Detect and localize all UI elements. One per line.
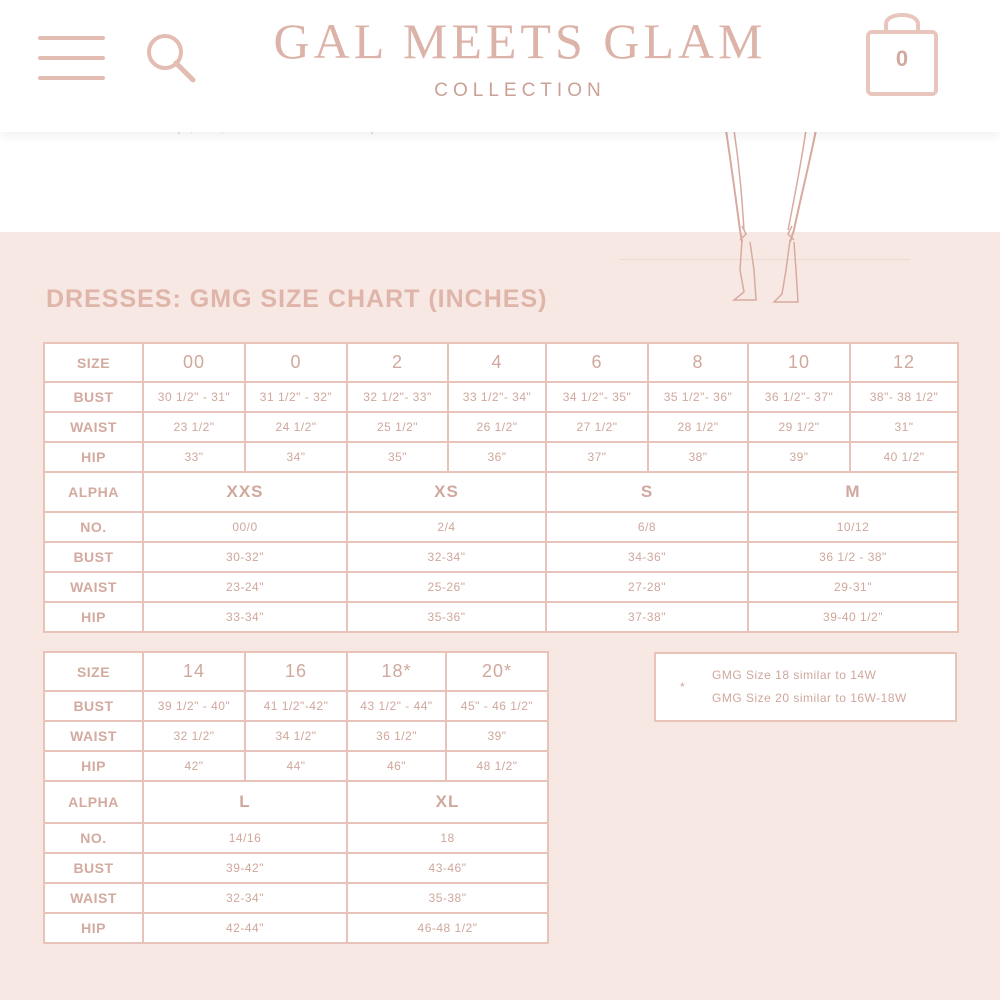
measurement-cell: 33 1/2"- 34"	[448, 382, 546, 412]
table-row	[44, 691, 548, 721]
measurement-cell: 34 1/2"	[245, 721, 347, 751]
brand-logo-subtitle: COLLECTION	[434, 80, 606, 101]
measurement-cell: 38"- 38 1/2"	[850, 382, 958, 412]
menu-bar	[38, 36, 105, 40]
size-note-line: GMG Size 18 similar to 14W	[712, 668, 877, 682]
row-label: BUST	[44, 853, 143, 883]
measurement-cell: 31"	[850, 412, 958, 442]
size-header-cell: 12	[850, 343, 958, 382]
alpha-header-row	[44, 781, 548, 823]
alpha-size-header-cell: XS	[347, 472, 546, 512]
measurement-cell: 30-32"	[143, 542, 347, 572]
measurement-cell: 40 1/2"	[850, 442, 958, 472]
size-header-cell: 8	[648, 343, 748, 382]
measurement-cell: 32 1/2"- 33"	[347, 382, 448, 412]
size-header-cell: 00	[143, 343, 245, 382]
size-chart-title: DRESSES: GMG SIZE CHART (INCHES)	[46, 285, 548, 313]
size-header-cell: 6	[546, 343, 648, 382]
measurement-cell: 2/4	[347, 512, 546, 542]
measurement-cell: 37"	[546, 442, 648, 472]
measurement-cell: 39 1/2" - 40"	[143, 691, 245, 721]
table-row	[44, 442, 958, 472]
measurement-cell: 46-48 1/2"	[347, 913, 548, 943]
menu-icon[interactable]	[38, 36, 105, 82]
row-label: NO.	[44, 512, 143, 542]
row-label: WAIST	[44, 412, 143, 442]
measurement-cell: 35-38"	[347, 883, 548, 913]
row-label: NO.	[44, 823, 143, 853]
size-header-cell: 2	[347, 343, 448, 382]
measurement-cell: 41 1/2"-42"	[245, 691, 347, 721]
alpha-size-header-cell: XXS	[143, 472, 347, 512]
measurement-cell: 27-28"	[546, 572, 748, 602]
measurement-cell: 26 1/2"	[448, 412, 546, 442]
measurement-cell: 39-42"	[143, 853, 347, 883]
table-row	[44, 572, 958, 602]
measurement-cell: 36 1/2 - 38"	[748, 542, 958, 572]
measurement-cell: 38"	[648, 442, 748, 472]
measurement-cell: 45" - 46 1/2"	[446, 691, 548, 721]
measurement-cell: 32-34"	[143, 883, 347, 913]
measurement-cell: 23-24"	[143, 572, 347, 602]
measurement-cell: 29-31"	[748, 572, 958, 602]
cart-count-badge: 0	[895, 46, 909, 71]
table-row	[44, 853, 548, 883]
table-row	[44, 602, 958, 632]
row-label: SIZE	[44, 343, 143, 382]
measurement-cell: 39"	[748, 442, 850, 472]
table-row	[44, 883, 548, 913]
table-row	[44, 512, 958, 542]
measurement-cell: 32 1/2"	[143, 721, 245, 751]
table-row	[44, 542, 958, 572]
table-row	[44, 913, 548, 943]
size-header-cell: 20*	[446, 652, 548, 691]
table-row	[44, 382, 958, 412]
size-note-box	[654, 652, 957, 722]
alpha-header-row	[44, 472, 958, 512]
row-label: HIP	[44, 442, 143, 472]
measurement-cell: 30 1/2" - 31"	[143, 382, 245, 412]
measurement-cell: 6/8	[546, 512, 748, 542]
measurement-cell: 46"	[347, 751, 446, 781]
size-header-row	[44, 652, 548, 691]
measurement-cell: 24 1/2"	[245, 412, 347, 442]
menu-bar	[38, 56, 105, 60]
size-note-line: GMG Size 20 similar to 16W-18W	[712, 691, 907, 705]
alpha-size-header-cell: L	[143, 781, 347, 823]
row-label: HIP	[44, 913, 143, 943]
row-label: HIP	[44, 751, 143, 781]
site-header	[0, 0, 1000, 132]
measurement-cell: 42"	[143, 751, 245, 781]
measurement-cell: 39-40 1/2"	[748, 602, 958, 632]
measurement-cell: 34 1/2"- 35"	[546, 382, 648, 412]
measurement-cell: 39"	[446, 721, 548, 751]
alpha-size-header-cell: M	[748, 472, 958, 512]
measurement-cell: 34"	[245, 442, 347, 472]
measurement-cell: 33-34"	[143, 602, 347, 632]
row-label: BUST	[44, 542, 143, 572]
measurement-cell: 43 1/2" - 44"	[347, 691, 446, 721]
shopping-bag-icon[interactable]	[862, 4, 942, 98]
measurement-cell: 23 1/2"	[143, 412, 245, 442]
fashion-figure-illustration	[720, 130, 830, 310]
row-label: BUST	[44, 382, 143, 412]
size-header-cell: 18*	[347, 652, 446, 691]
asterisk-marker: *	[680, 680, 685, 694]
measurement-cell: 32-34"	[347, 542, 546, 572]
measurement-cell: 34-36"	[546, 542, 748, 572]
measurement-cell: 35"	[347, 442, 448, 472]
table-row	[44, 412, 958, 442]
row-label: WAIST	[44, 572, 143, 602]
row-label: ALPHA	[44, 472, 143, 512]
measurement-cell: 36 1/2"	[347, 721, 446, 751]
measurement-cell: 36"	[448, 442, 546, 472]
measurement-cell: 14/16	[143, 823, 347, 853]
row-label: WAIST	[44, 721, 143, 751]
row-label: SIZE	[44, 652, 143, 691]
size-header-cell: 16	[245, 652, 347, 691]
measurement-cell: 37-38"	[546, 602, 748, 632]
measurement-cell: 00/0	[143, 512, 347, 542]
measurement-cell: 28 1/2"	[648, 412, 748, 442]
size-header-cell: 14	[143, 652, 245, 691]
measurement-cell: 25-26"	[347, 572, 546, 602]
row-label: ALPHA	[44, 781, 143, 823]
measurement-cell: 36 1/2"- 37"	[748, 382, 850, 412]
size-chart-table-standard	[43, 342, 959, 633]
row-label: HIP	[44, 602, 143, 632]
measurement-cell: 35 1/2"- 36"	[648, 382, 748, 412]
size-chart-table-extended	[43, 651, 549, 944]
alpha-size-header-cell: S	[546, 472, 748, 512]
search-icon[interactable]	[143, 30, 197, 84]
measurement-cell: 31 1/2" - 32"	[245, 382, 347, 412]
size-header-row	[44, 343, 958, 382]
table-row	[44, 721, 548, 751]
size-header-cell: 10	[748, 343, 850, 382]
measurement-cell: 43-46"	[347, 853, 548, 883]
measurement-cell: 35-36"	[347, 602, 546, 632]
row-label: BUST	[44, 691, 143, 721]
measurement-cell: 44"	[245, 751, 347, 781]
brand-logo-title[interactable]: GAL MEETS GLAM	[273, 13, 767, 69]
size-header-cell: 0	[245, 343, 347, 382]
size-header-cell: 4	[448, 343, 546, 382]
measurement-cell: 10/12	[748, 512, 958, 542]
table-row	[44, 823, 548, 853]
measurement-cell: 48 1/2"	[446, 751, 548, 781]
alpha-size-header-cell: XL	[347, 781, 548, 823]
measurement-cell: 18	[347, 823, 548, 853]
measurement-cell: 27 1/2"	[546, 412, 648, 442]
measurement-cell: 42-44"	[143, 913, 347, 943]
table-row	[44, 751, 548, 781]
menu-bar	[38, 76, 105, 80]
row-label: WAIST	[44, 883, 143, 913]
measurement-cell: 29 1/2"	[748, 412, 850, 442]
measurement-cell: 25 1/2"	[347, 412, 448, 442]
measurement-cell: 33"	[143, 442, 245, 472]
